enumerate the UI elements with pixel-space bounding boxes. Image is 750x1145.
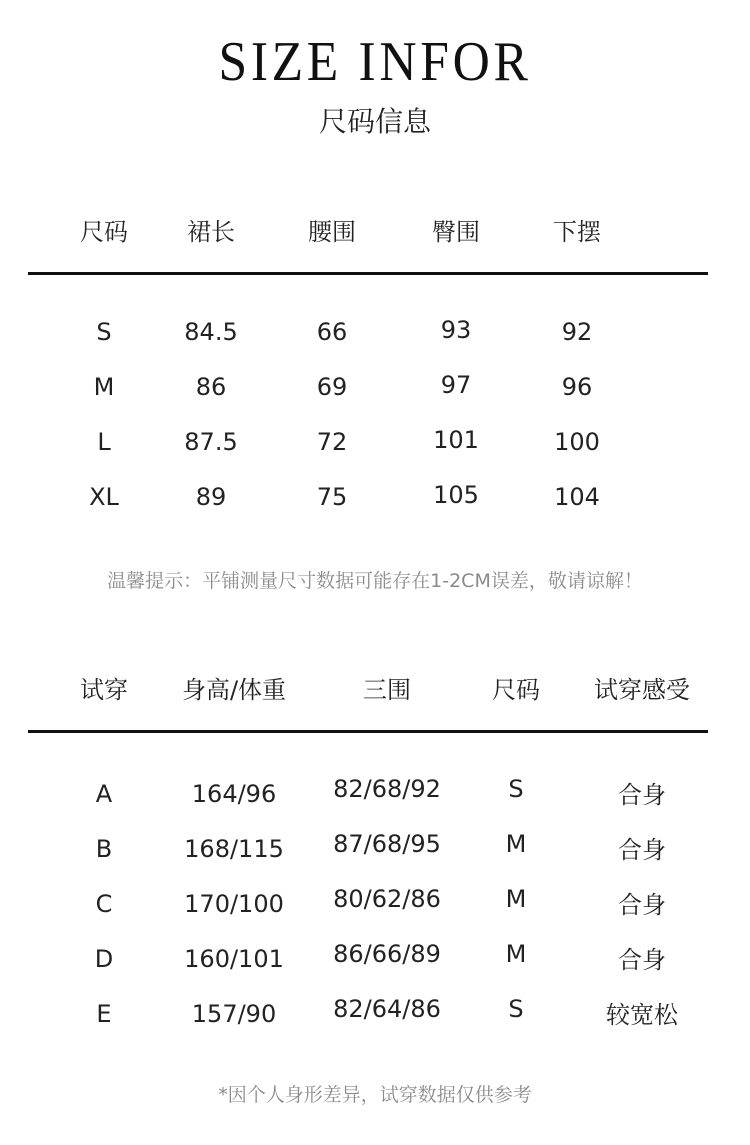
cell-skirt-length: 89 (195, 483, 227, 511)
cell-hem: 100 (554, 428, 600, 456)
cell-model: C (95, 890, 113, 918)
cell-fit-feeling: 合身 (618, 781, 666, 809)
cell-size: S (508, 995, 524, 1023)
cell-size: M (505, 830, 527, 858)
cell-fit-feeling: 合身 (618, 836, 666, 864)
cell-hem: 92 (561, 318, 593, 346)
cell-size: M (505, 885, 527, 913)
cell-model: D (94, 945, 114, 973)
cell-size: M (93, 373, 115, 401)
cell-measurements: 82/64/86 (333, 995, 441, 1023)
cell-model: E (96, 1000, 112, 1028)
cell-height-weight: 170/100 (184, 890, 284, 918)
cell-height-weight: 168/115 (184, 835, 284, 863)
cell-skirt-length: 87.5 (184, 428, 238, 456)
cell-measurements: 82/68/92 (333, 775, 441, 803)
cell-measurements: 86/66/89 (333, 940, 441, 968)
cell-skirt-length: 86 (195, 373, 227, 401)
cell-model: A (95, 780, 113, 808)
tryon-table-divider (28, 730, 708, 733)
header-height-weight: 身高/体重 (181, 676, 287, 704)
cell-model: B (95, 835, 113, 863)
cell-waist: 69 (316, 373, 348, 401)
cell-hip: 101 (433, 426, 479, 454)
header-model: 试穿 (80, 676, 128, 704)
cell-size: S (96, 318, 112, 346)
cell-hip: 97 (440, 371, 472, 399)
cell-size: L (97, 428, 111, 456)
header-size: 尺码 (492, 676, 540, 704)
page-subtitle: 尺码信息 (318, 105, 431, 138)
cell-hip: 93 (440, 316, 472, 344)
cell-size: S (508, 775, 524, 803)
cell-waist: 66 (316, 318, 348, 346)
header-skirt-length: 裙长 (187, 218, 235, 246)
cell-hem: 96 (561, 373, 593, 401)
header-hip: 臀围 (432, 218, 480, 246)
header-hem: 下摆 (553, 218, 601, 246)
cell-size: M (505, 940, 527, 968)
header-waist: 腰围 (308, 218, 356, 246)
header-size: 尺码 (80, 218, 128, 246)
measurement-tip: 温馨提示：平铺测量尺寸数据可能存在1-2CM误差，敬请谅解！ (107, 570, 643, 592)
header-measurements: 三围 (363, 676, 411, 704)
size-table-divider (28, 272, 708, 275)
cell-waist: 75 (316, 483, 348, 511)
cell-height-weight: 160/101 (184, 945, 284, 973)
cell-measurements: 80/62/86 (333, 885, 441, 913)
cell-waist: 72 (316, 428, 348, 456)
cell-height-weight: 164/96 (191, 780, 277, 808)
cell-fit-feeling: 较宽松 (606, 1001, 678, 1029)
page-title: SIZE INFOR (218, 31, 532, 93)
cell-skirt-length: 84.5 (184, 318, 238, 346)
footnote: *因个人身形差异，试穿数据仅供参考 (218, 1084, 532, 1106)
cell-hem: 104 (554, 483, 600, 511)
cell-fit-feeling: 合身 (618, 946, 666, 974)
cell-height-weight: 157/90 (191, 1000, 277, 1028)
cell-size: XL (89, 483, 119, 511)
cell-measurements: 87/68/95 (333, 830, 441, 858)
cell-fit-feeling: 合身 (618, 891, 666, 919)
cell-hip: 105 (433, 481, 479, 509)
header-fit-feeling: 试穿感受 (594, 676, 690, 704)
